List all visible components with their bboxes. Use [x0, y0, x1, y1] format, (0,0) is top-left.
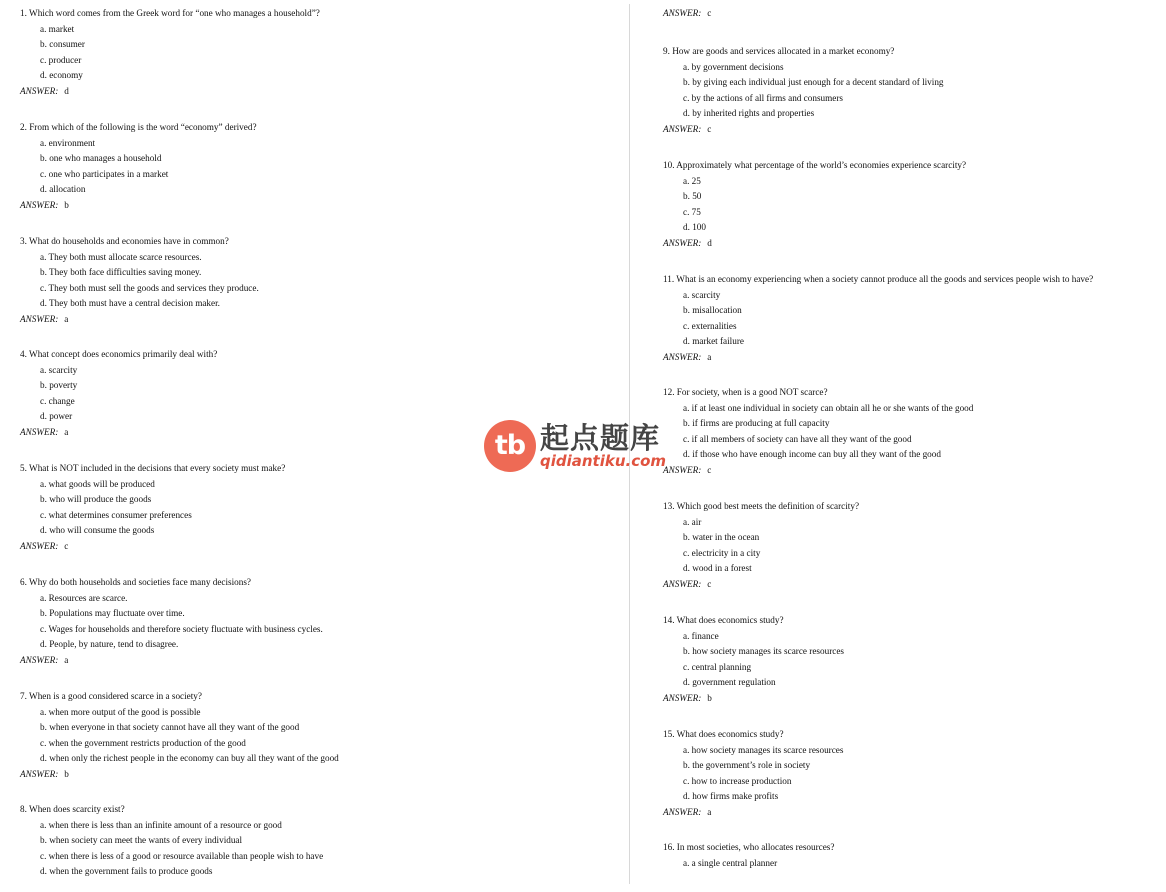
answer-option: d. when the government fails to produce goods: [40, 866, 213, 876]
answer-option: a. scarcity: [40, 364, 78, 375]
answer-option: d. power: [40, 411, 73, 421]
question-block: [20, 347, 217, 440]
question-block: [20, 575, 323, 668]
answer-option: c. by the actions of all firms and consumers: [683, 92, 843, 103]
answer-option: a. They both must allocate scarce resources.: [40, 251, 202, 262]
answer-option: b. by giving each individual just enough for a decent standard of living: [683, 77, 944, 87]
answer-label: ANSWER:: [663, 351, 702, 362]
question-stem: 10. Approximately what percentage of the world’s economies experience scarcity?: [663, 160, 967, 170]
question-block: [663, 499, 859, 592]
answer-option: d. when only the richest people in the economy can buy all they want of the good: [40, 753, 339, 763]
answer-option: a. Resources are scarce.: [40, 592, 128, 603]
question-block: [663, 385, 973, 478]
answer-label: ANSWER:: [663, 464, 702, 475]
answer-option: c. change: [40, 395, 75, 406]
question-stem: 7. When is a good considered scarce in a society?: [20, 691, 202, 701]
answer-value: a: [707, 351, 712, 362]
answer-option: c. electricity in a city: [683, 547, 761, 558]
answer-option: a. market: [40, 23, 75, 34]
answer-line: [663, 122, 944, 138]
answer-option: b. how society manages its scarce resources: [683, 646, 844, 656]
answer-option: b. Populations may fluctuate over time.: [40, 608, 185, 618]
question-block: [663, 727, 843, 820]
answer-label: ANSWER:: [663, 8, 702, 18]
answer-line: [663, 691, 844, 707]
answer-value: b: [64, 199, 69, 210]
answer-option: a. by government decisions: [683, 61, 784, 72]
answer-option: b. They both face difficulties saving money.: [40, 267, 202, 277]
answer-label: ANSWER:: [20, 768, 59, 779]
answer-line: [20, 84, 320, 100]
question-block: [20, 234, 259, 327]
answer-value: a: [707, 806, 712, 817]
answer-option: b. consumer: [40, 39, 85, 49]
question-block: [663, 44, 944, 137]
answer-line: [663, 6, 711, 22]
answer-option: c. central planning: [683, 661, 752, 672]
answer-value: b: [64, 768, 69, 779]
answer-option: b. when society can meet the wants of every individual: [40, 835, 243, 845]
question-stem: 1. Which word comes from the Greek word for “one who manages a household”?: [20, 8, 320, 18]
answer-option: c. what determines consumer preferences: [40, 509, 192, 520]
answer-line: [663, 350, 1093, 366]
question-block: [20, 120, 257, 213]
watermark-logo-icon: tb: [484, 420, 536, 472]
watermark: [484, 418, 684, 474]
answer-option: a. how society manages its scarce resources: [683, 744, 844, 755]
question-stem: 13. Which good best meets the definition of scarcity?: [663, 501, 860, 511]
question-stem: 12. For society, when is a good NOT scarce?: [663, 387, 828, 397]
answer-option: c. 75: [683, 206, 701, 217]
answer-line: [663, 236, 966, 252]
question-block: [20, 689, 339, 782]
answer-line: [20, 539, 285, 555]
answer-value: c: [707, 578, 712, 589]
answer-line: [20, 767, 339, 783]
question-block: [663, 6, 711, 22]
answer-label: ANSWER:: [20, 199, 59, 210]
answer-option: c. They both must sell the goods and services they produce.: [40, 282, 259, 293]
answer-option: d. how firms make profits: [683, 791, 779, 801]
question-block: [663, 840, 834, 871]
question-stem: 9. How are goods and services allocated in a market economy?: [663, 46, 895, 56]
answer-option: b. one who manages a household: [40, 153, 162, 163]
answer-label: ANSWER:: [20, 313, 59, 324]
answer-line: [20, 653, 323, 669]
answer-option: a. 25: [683, 175, 701, 186]
answer-option: b. water in the ocean: [683, 532, 760, 542]
answer-option: a. environment: [40, 137, 96, 148]
question-stem: 16. In most societies, who allocates resources?: [663, 842, 835, 852]
answer-value: d: [707, 237, 712, 248]
answer-line: [20, 312, 259, 328]
answer-value: b: [707, 692, 712, 703]
answer-option: a. air: [683, 516, 702, 527]
answer-option: c. one who participates in a market: [40, 168, 169, 179]
answer-option: b. who will produce the goods: [40, 494, 152, 504]
answer-label: ANSWER:: [663, 578, 702, 589]
question-stem: 3. What do households and economies have in common?: [20, 236, 229, 246]
answer-option: a. when more output of the good is possible: [40, 706, 201, 717]
answer-option: d. by inherited rights and properties: [683, 108, 815, 118]
question-stem: 15. What does economics study?: [663, 729, 784, 739]
answer-option: d. if those who have enough income can buy all they want of the good: [683, 449, 941, 459]
answer-option: b. if firms are producing at full capacity: [683, 418, 830, 428]
question-stem: 14. What does economics study?: [663, 615, 784, 625]
answer-option: b. misallocation: [683, 305, 742, 315]
question-block: [663, 272, 1093, 365]
answer-option: a. scarcity: [683, 289, 721, 300]
answer-option: d. 100: [683, 222, 706, 232]
question-stem: 8. When does scarcity exist?: [20, 804, 125, 814]
question-stem: 11. What is an economy experiencing when a society cannot produce all the goods and services people wish to have?: [663, 274, 1094, 284]
answer-option: a. a single central planner: [683, 857, 778, 868]
question-stem: 4. What concept does economics primarily deal with?: [20, 349, 218, 359]
answer-option: b. 50: [683, 191, 702, 201]
answer-option: a. finance: [683, 630, 719, 641]
answer-option: d. allocation: [40, 184, 86, 194]
answer-value: a: [64, 654, 69, 665]
answer-label: ANSWER:: [20, 426, 59, 437]
answer-value: c: [64, 540, 69, 551]
answer-option: c. when the government restricts production of the good: [40, 737, 246, 748]
answer-line: [663, 463, 973, 479]
answer-option: a. what goods will be produced: [40, 478, 155, 489]
answer-option: b. the government’s role in society: [683, 760, 811, 770]
answer-option: c. when there is less of a good or resource available than people wish to have: [40, 850, 324, 861]
question-block: [20, 6, 320, 99]
question-block: [20, 461, 285, 554]
question-stem: 5. What is NOT included in the decisions that every society must make?: [20, 463, 286, 473]
question-stem: 6. Why do both households and societies face many decisions?: [20, 577, 251, 587]
question-block: [663, 158, 966, 251]
answer-option: d. economy: [40, 70, 83, 80]
answer-option: d. government regulation: [683, 677, 776, 687]
answer-value: a: [64, 426, 69, 437]
answer-label: ANSWER:: [20, 654, 59, 665]
answer-option: b. poverty: [40, 380, 78, 390]
answer-line: [20, 425, 217, 441]
answer-label: ANSWER:: [663, 237, 702, 248]
answer-line: [20, 198, 257, 214]
answer-option: c. externalities: [683, 320, 737, 331]
answer-option: b. when everyone in that society cannot have all they want of the good: [40, 722, 300, 732]
watermark-name: 起点题库: [540, 421, 661, 455]
answer-option: d. who will consume the goods: [40, 525, 155, 535]
answer-option: d. People, by nature, tend to disagree.: [40, 639, 179, 649]
answer-option: d. They both must have a central decision maker.: [40, 298, 220, 308]
answer-line: [663, 577, 859, 593]
answer-value: c: [707, 8, 712, 18]
question-block: [20, 802, 323, 880]
answer-label: ANSWER:: [663, 123, 702, 134]
answer-line: [663, 805, 843, 821]
answer-label: ANSWER:: [663, 692, 702, 703]
answer-label: ANSWER:: [20, 540, 59, 551]
answer-value: d: [64, 85, 69, 96]
answer-value: c: [707, 464, 712, 475]
answer-option: a. if at least one individual in society can obtain all he or she wants of the good: [683, 402, 974, 413]
answer-option: a. when there is less than an infinite amount of a resource or good: [40, 819, 282, 830]
watermark-domain: qidiantiku.com: [540, 452, 667, 470]
answer-option: c. producer: [40, 54, 82, 65]
answer-value: c: [707, 123, 712, 134]
answer-option: d. market failure: [683, 336, 744, 346]
question-block: [663, 613, 844, 706]
question-stem: 2. From which of the following is the word “economy” derived?: [20, 122, 257, 132]
answer-option: c. how to increase production: [683, 775, 792, 786]
answer-option: c. Wages for households and therefore society fluctuate with business cycles.: [40, 623, 323, 634]
answer-label: ANSWER:: [20, 85, 59, 96]
answer-option: d. wood in a forest: [683, 563, 752, 573]
answer-label: ANSWER:: [663, 806, 702, 817]
answer-value: a: [64, 313, 69, 324]
answer-option: c. if all members of society can have all they want of the good: [683, 433, 912, 444]
